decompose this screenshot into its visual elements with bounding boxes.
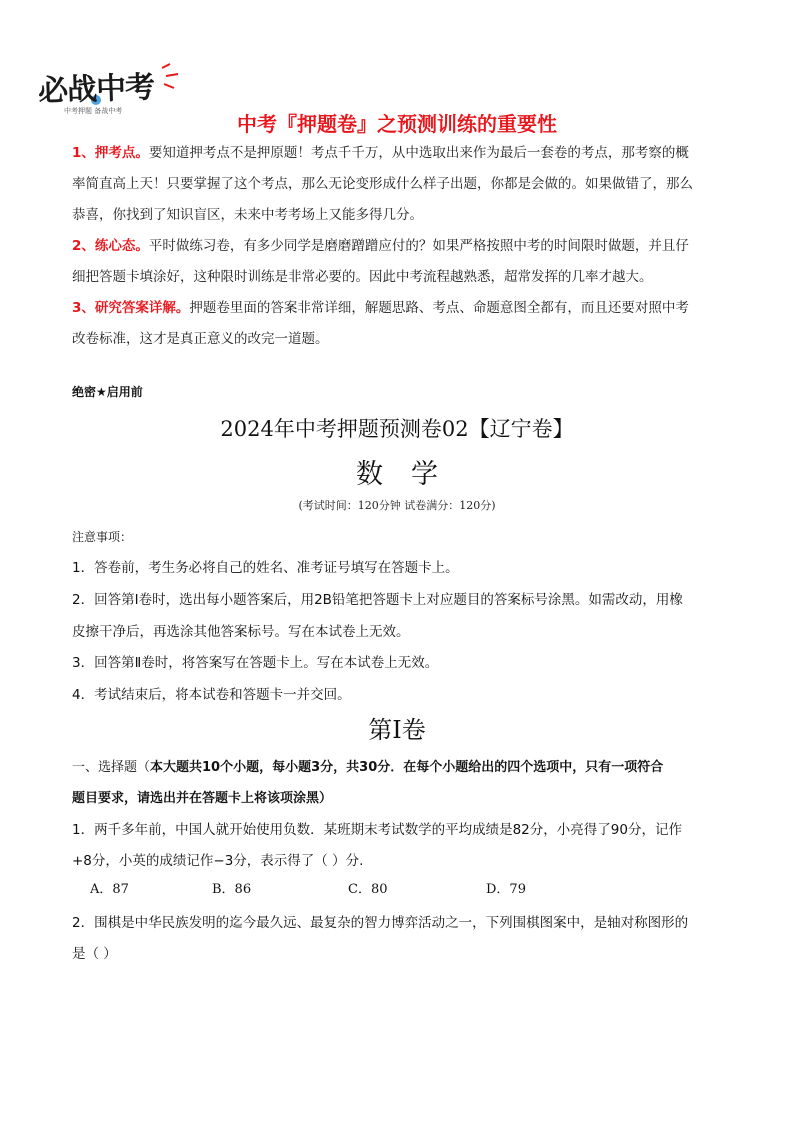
- intro-point-3: [72, 293, 722, 355]
- option-b: B．86: [212, 882, 252, 897]
- intro-line: 率简直高上天！只要掌握了这个考点，那么无论变形成什么样子出题，你都是会做的。如果做错了，那么: [72, 176, 693, 192]
- intro-point-label: 1、押考点。: [72, 145, 149, 161]
- note-item: 2．回答第Ⅰ卷时，选出每小题答案后，用2B铅笔把答题卡上对应题目的答案标号涂黑。如需改动，用橡: [72, 592, 683, 608]
- intro-line: 要知道押考点不是押原题！考点千千万，从中选取出来作为最后一套卷的考点，那考察的概: [148, 145, 689, 161]
- logo-subtext: 中考押题 备战中考: [64, 107, 123, 115]
- question-2-line: 是（ ）: [72, 946, 117, 962]
- roll-title: 第Ⅰ卷: [368, 716, 426, 744]
- intro-line: 改卷标准，这才是真正意义的改完一道题。: [72, 331, 329, 347]
- option-a: A．87: [90, 882, 129, 897]
- intro-line: 押题卷里面的答案非常详细，解题思路、考点、命题意图全都有，而且还要对照中考: [189, 300, 689, 316]
- section-header: [72, 756, 722, 775]
- question-1-line: +8分，小英的成绩记作−3分，表示得了（ ）分.: [72, 853, 364, 869]
- section-description-cont: 题目要求，请选出并在答题卡上将该项涂黑）: [72, 791, 333, 806]
- intro-line: 细把答题卡填涂好，这种限时训练是非常必要的。因此中考流程越熟悉，超常发挥的几率才越大。: [72, 269, 653, 285]
- section-prefix: 一、选择题（: [72, 760, 151, 775]
- notes-heading: 注意事项：: [72, 530, 133, 544]
- logo-text: 必战中考: [37, 69, 155, 110]
- promo-title: 中考『押题卷』之预测训练的重要性: [237, 112, 557, 136]
- note-item: 4．考试结束后，将本试卷和答题卡一并交回。: [72, 687, 351, 703]
- note-item: 3．回答第Ⅱ卷时，将答案写在答题卡上。写在本试卷上无效。: [72, 655, 439, 671]
- exam-info: (考试时间：120分钟 试卷满分：120分): [298, 499, 496, 512]
- intro-point-label: 3、研究答案详解。: [72, 300, 190, 316]
- subject-title: 数学: [356, 459, 466, 490]
- section-description: 本大题共10个小题，每小题3分，共30分．在每个小题给出的四个选项中，只有一项符合: [150, 760, 664, 775]
- note-item: 皮擦干净后，再选涂其他答案标号。写在本试卷上无效。: [72, 624, 410, 640]
- exam-title: 2024年中考押题预测卷02【辽宁卷】: [220, 417, 574, 441]
- intro-point-label: 2、练心态。: [72, 238, 149, 254]
- intro-point-2: [72, 231, 722, 293]
- intro-line: 平时做练习卷，有多少同学是磨磨蹭蹭应付的？如果严格按照中考的时间限时做题，并且仔: [148, 238, 689, 254]
- secret-label: 绝密★启用前: [72, 385, 143, 399]
- intro-point-1: [72, 138, 722, 231]
- question-2-line: 2．围棋是中华民族发明的迄今最久远、最复杂的智力博弈活动之一，下列围棋图案中，是轴对称图形的: [72, 915, 689, 931]
- note-item: 1．答卷前，考生务必将自己的姓名、准考证号填写在答题卡上。: [72, 560, 459, 576]
- option-d: D．79: [486, 882, 526, 897]
- question-1-line: 1．两千多年前，中国人就开始使用负数．某班期末考试数学的平均成绩是82分，小亮得了90分，记作: [72, 822, 682, 838]
- option-c: C．80: [348, 882, 388, 897]
- intro-line: 恭喜，你找到了知识盲区，未来中考考场上又能多得几分。: [72, 207, 423, 223]
